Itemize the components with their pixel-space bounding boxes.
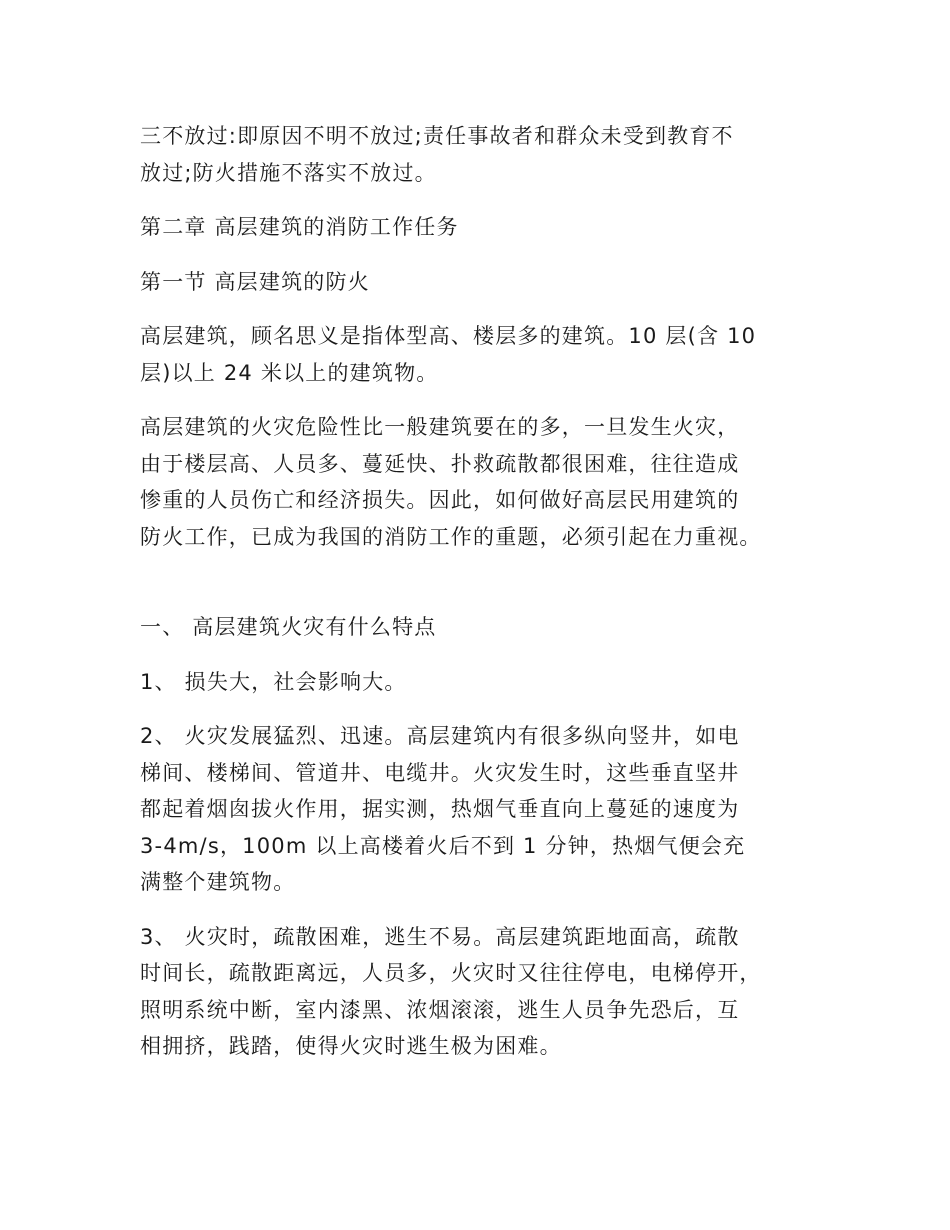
text-line: 第二章 高层建筑的消防工作任务 <box>140 215 459 239</box>
chapter-heading <box>140 209 830 246</box>
text-line: 相拥挤，践踏，使得火灾时逃生极为困难。 <box>140 1034 562 1058</box>
text-line: 3-4m/s，100m 以上高楼着火后不到 1 分钟，热烟气便会充 <box>140 833 746 858</box>
list-item-2 <box>140 718 830 901</box>
paragraph-definition <box>140 318 830 391</box>
section-heading <box>140 264 830 301</box>
text-line: 第一节 高层建筑的防火 <box>140 269 370 294</box>
text-line: 照明系统中断，室内漆黑、浓烟滚滚，逃生人员争先恐后，互 <box>140 997 740 1022</box>
text-line: 都起着烟囱拔火作用，据实测，热烟气垂直向上蔓延的速度为 <box>140 797 740 821</box>
paragraph-fire-risk <box>140 409 830 555</box>
text-line: 梯间、楼梯间、管道井、电缆井。火灾发生时，这些垂直坚井 <box>140 760 740 785</box>
subheading-characteristics <box>140 609 830 646</box>
text-line: 满整个建筑物。 <box>140 870 296 894</box>
text-line: 高层建筑，顾名思义是指体型高、楼层多的建筑。10 层(含 10 <box>140 324 757 348</box>
text-line: 2、 火灾发展猛烈、迅速。高层建筑内有很多纵向竖井，如电 <box>140 724 740 748</box>
text-line: 高层建筑的火灾危险性比一般建筑要在的多，一旦发生火灾， <box>140 415 740 439</box>
text-line: 由于楼层高、人员多、蔓延快、扑救疏散都很困难，往往造成 <box>140 451 740 476</box>
text-line: 时间长，疏散距离远，人员多，火灾时又往往停电，电梯停开， <box>140 961 762 985</box>
text-line: 层)以上 24 米以上的建筑物。 <box>140 360 439 385</box>
paragraph-three-no-pass <box>140 118 830 191</box>
text-line: 一、 高层建筑火灾有什么特点 <box>140 615 437 639</box>
document-page <box>140 118 830 1065</box>
text-line: 惨重的人员伤亡和经济损失。因此，如何做好高层民用建筑的 <box>140 488 740 512</box>
list-item-3 <box>140 919 830 1065</box>
list-item-1 <box>140 664 830 701</box>
text-line: 三不放过:即原因不明不放过;责任事故者和群众未受到教育不 <box>140 124 734 148</box>
text-line: 防火工作，已成为我国的消防工作的重题，必须引起在力重视。 <box>140 524 762 549</box>
text-line: 放过;防火措施不落实不放过。 <box>140 160 437 185</box>
text-line: 3、 火灾时，疏散困难，逃生不易。高层建筑距地面高，疏散 <box>140 924 740 949</box>
text-line: 1、 损失大，社会影响大。 <box>140 669 407 694</box>
